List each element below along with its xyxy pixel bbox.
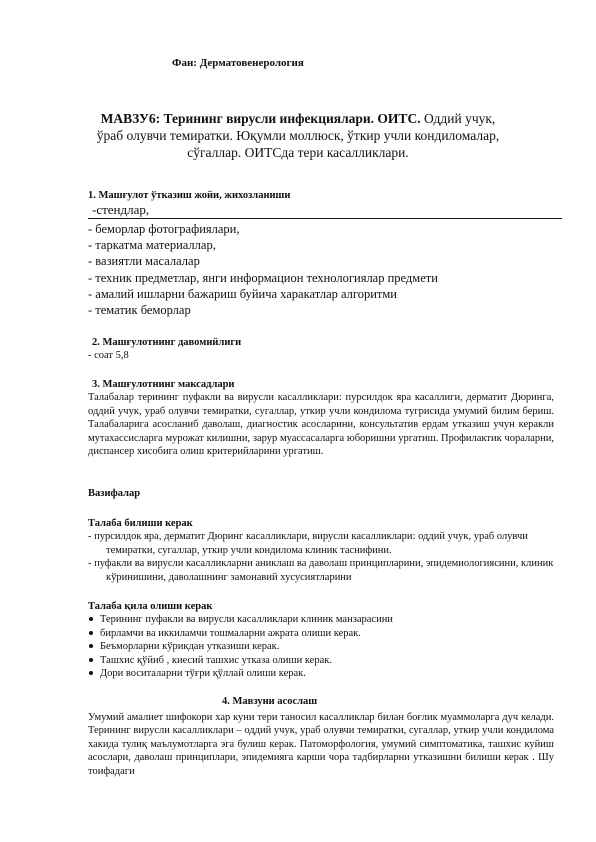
list-item: Беъморларни кўрикдан утказиши керак. — [88, 640, 554, 653]
equipment-list — [88, 221, 558, 318]
list-item: Терининг пуфакли ва вирусли касалликлари клиник манзарасини — [88, 613, 554, 626]
topic-title — [88, 110, 508, 161]
section-duration-heading: 2. Машғулотнинг давомийлиги — [92, 337, 242, 348]
list-item: Ташхис қўйиб , киесий ташхис утказа олиши керак. — [88, 654, 554, 667]
list-item: - тематик беморлар — [88, 303, 191, 318]
topic-title-rest: Оддий учук, ўраб олувчи темиратки. Юқумли моллюск, ўткир учли кондиломалар, сўгаллар. ОИТСда тери касалликлари. — [96, 111, 500, 160]
student-does-heading: Талаба қила олиши керак — [88, 601, 213, 612]
list-item: - амалий ишларни бажариш буйича харакатлар алгоритми — [88, 286, 397, 301]
section-equipment-heading: 1. Машғулот ўтказиш жойи, жихозланиши — [88, 190, 291, 201]
section-goals — [88, 378, 554, 458]
list-item: Дори воситаларни тўғри қўллай олиши керак. — [88, 667, 554, 680]
list-item: - таркатма материаллар, — [88, 238, 216, 253]
section-duration — [88, 336, 554, 363]
subject-title: Фан: Дерматовенерология — [172, 57, 304, 69]
list-item: - пурсилдок яра, дерматит Дюринг касалликлари, вирусли касалликлари: оддий учук, ураб олувчи темиратки, сугаллар, уткир учли кондилома клиник таснифини. — [88, 531, 528, 556]
section-tasks — [88, 487, 554, 500]
list-item: - техник предметлар, янги информацион технологиялар предмети — [88, 270, 438, 285]
section-rationale-heading: 4. Мавзуни асослаш — [222, 696, 318, 707]
list-item: - пуфакли ва вирусли касалликларни аниклаш ва даволаш принципларини, эпидемиологиясини, клиник кўринишини, даволашнинг замонавий хусусиятларини — [88, 558, 554, 583]
section-equipment — [88, 189, 558, 318]
equipment-first-item: -стендлар, — [88, 202, 562, 219]
student-does-list — [88, 613, 554, 680]
duration-value: - соат 5,8 — [88, 350, 129, 362]
section-student-does — [88, 600, 554, 680]
student-knows-list — [88, 530, 554, 584]
section-student-knows — [88, 517, 554, 584]
section-goals-heading: 3. Машғулотнинг максадлари — [92, 379, 235, 390]
list-item: - беморлар фотографиялари, — [88, 222, 240, 236]
student-knows-heading: Талаба билиши керак — [88, 518, 193, 529]
goals-text: Талабалар терининг пуфакли ва вирусли касалликлари: пурсилдок яра касаллиги, дерматит Дюринга, оддий учук, ураб олувчи темиратки, сугаллар, уткир учли кондилома тугрисида умумий билим бериш. Талабаларига асосланиб даволаш, диагностик асосларини, консультатив ердам утказиш учун керакли мутахассисларга мурожат килишни, зарур муассасаларга юборишни ургатиш. Профилактик чораларни, диспансер хисобига олиш критерийларини ургатиш. — [88, 392, 554, 458]
rationale-text: Умумий амалиет шифокори хар куни тери таносил касалликлар билан боғлик муаммоларга дуч келади. Терининг вирусли касалликлари – оддий учук, ураб олувчи темиратки, сугаллар, уткир учли кондилома хакида тулиқ маълумотларга эга булиш керак. Патоморфология, умумий симптоматика, ташхис куйиш асослари, даволаш принциплари, эпидемияга карши чора тадбирларни утказишни билиши керак . Шу тоифадаги — [88, 712, 554, 777]
tasks-heading: Вазифалар — [88, 488, 141, 499]
list-item: - вазиятли масалалар — [88, 254, 200, 269]
list-item: бирламчи ва иккиламчи тошмаларни ажрата олиши керак. — [88, 627, 554, 640]
topic-title-bold: МАВЗУ6: Терининг вирусли инфекциялари. ОИТС. — [100, 111, 421, 126]
